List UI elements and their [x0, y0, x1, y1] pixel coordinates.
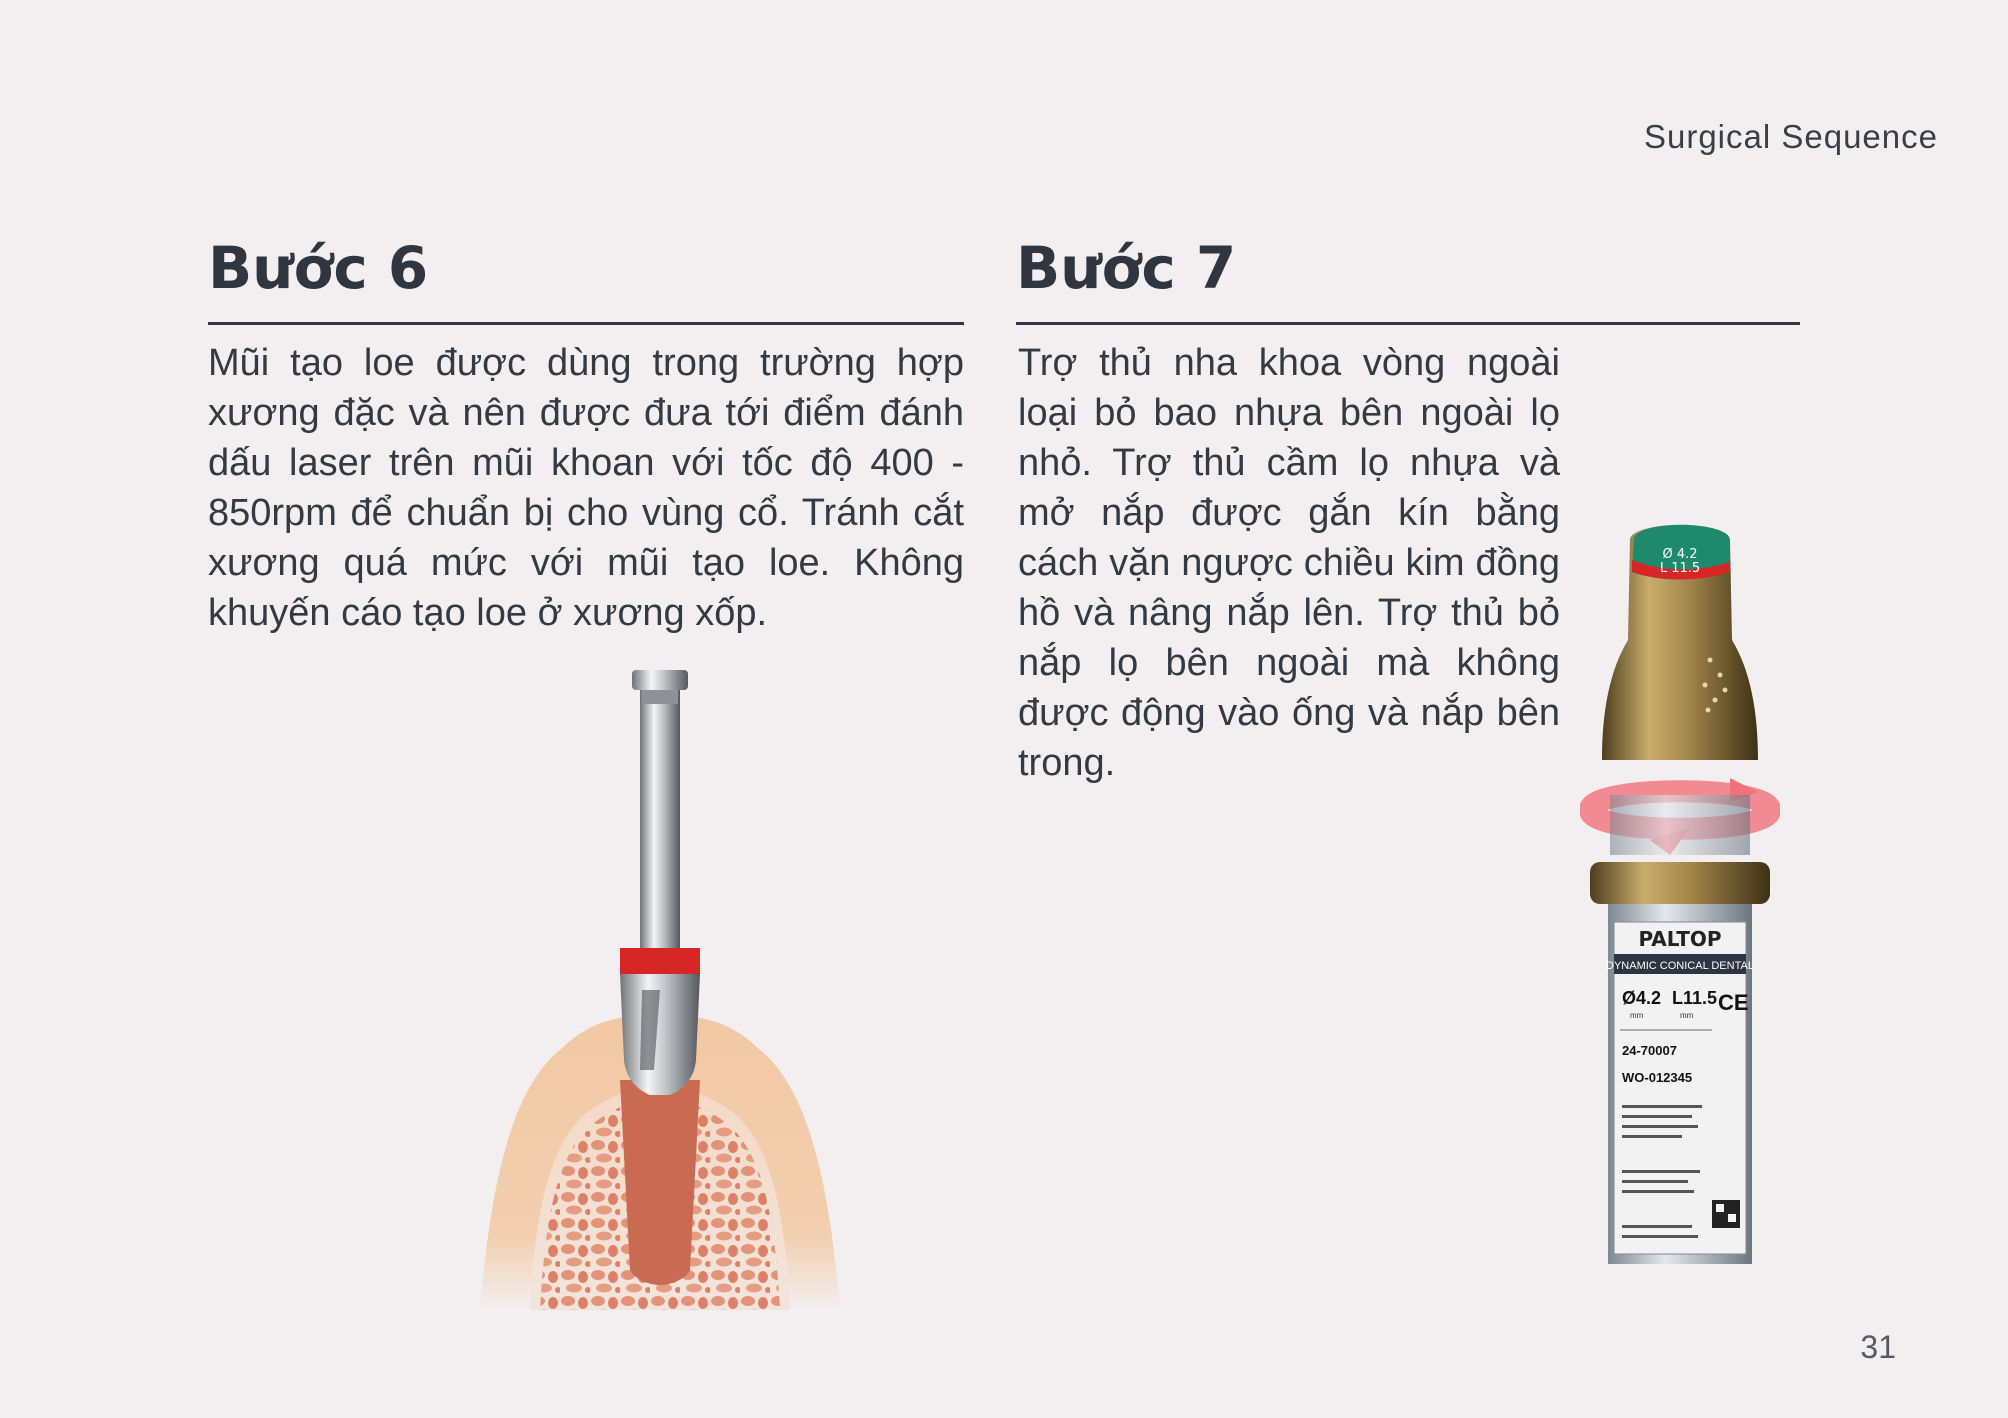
vial-length: L11.5: [1672, 988, 1718, 1008]
vial-lot: WO-012345: [1622, 1070, 1693, 1085]
step6-heading: [208, 228, 964, 325]
vial-ce: CE: [1718, 990, 1749, 1015]
step7-title: Bước 7: [1016, 234, 1237, 302]
cap-diameter-text: Ø 4.2: [1662, 547, 1698, 562]
step6-text: Mũi tạo loe được dùng trong trường hợp xương đặc và nên được đưa tới điểm đánh dấu laser trên mũi khoan với tốc độ 400 - 850rpm để chuẩn bị cho vùng cổ. Tránh cắt xương quá mức với mũi tạo loe. Không khuyến cáo tạo loe ở xương xốp.: [208, 342, 964, 634]
drill-laser-band: [620, 948, 700, 974]
vial-line: DYNAMIC CONICAL DENTAL: [1606, 960, 1754, 972]
svg-text:mm: mm: [1680, 1011, 1694, 1020]
step6-title: Bước 6: [208, 234, 429, 302]
vial-brand: PALTOP: [1638, 927, 1722, 951]
page-number: 31: [1860, 1329, 1896, 1365]
osteotomy: [620, 1080, 700, 1285]
step6-divider: [208, 322, 964, 325]
svg-text:mm: mm: [1630, 1011, 1644, 1020]
drill-cutter: [620, 974, 700, 1095]
section-label: Surgical Sequence: [1643, 118, 1938, 155]
cap-length-text: L 11.5: [1659, 561, 1701, 576]
implant-vial-illustration: [1580, 510, 1780, 1310]
drill-bone-illustration: [470, 670, 850, 1320]
vial-diameter: Ø4.2: [1622, 988, 1662, 1008]
step7-text: Trợ thủ nha khoa vòng ngoài loại bỏ bao nhựa bên ngoài lọ nhỏ. Trợ thủ cầm lọ nhựa và mở nắp được gắn kín bằng cách vặn ngược chiều kim đồng hồ và nâng nắp lên. Trợ thủ bỏ nắp lọ bên ngoài mà không được động vào ống và nắp bên trong.: [1018, 342, 1560, 784]
vial-ring: [1590, 862, 1770, 904]
vial-ref: 24-70007: [1622, 1043, 1677, 1058]
drill-shank: [640, 680, 680, 980]
step7-divider: [1016, 322, 1800, 325]
step7-heading: [1016, 228, 1800, 325]
